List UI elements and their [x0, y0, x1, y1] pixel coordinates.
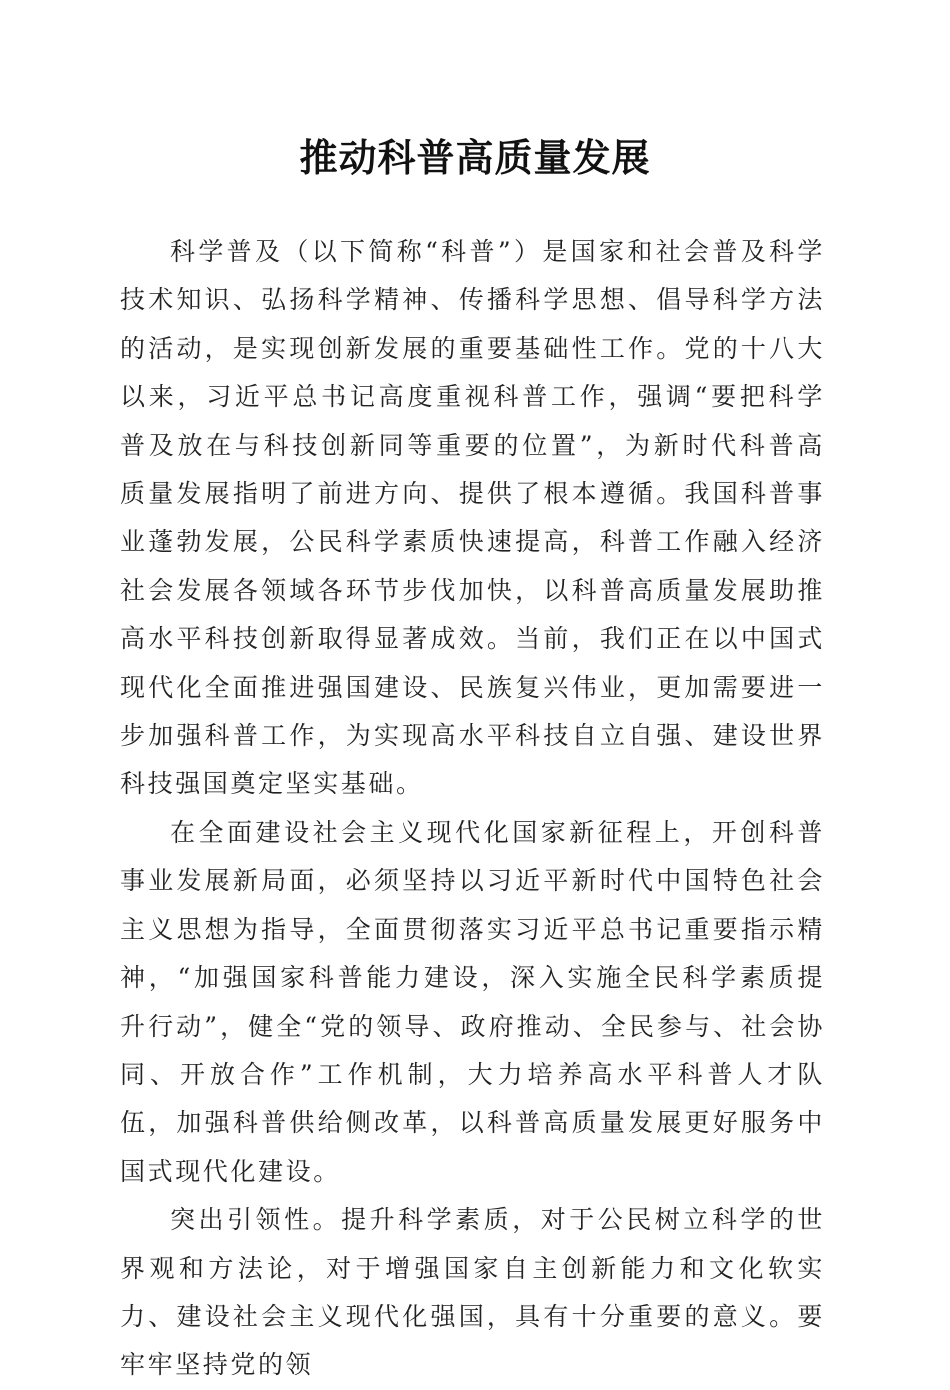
- paragraph: 在全面建设社会主义现代化国家新征程上，开创科普事业发展新局面，必须坚持以习近平新时代中国特色社会主义思想为指导，全面贯彻落实习近平总书记重要指示精神，“加强国家科普能力建设，深入实施全民科学素质提升行动”，健全“党的领导、政府推动、全民参与、社会协同、开放合作”工作机制，大力培养高水平科普人才队伍，加强科普供给侧改革，以科普高质量发展更好服务中国式现代化建设。: [120, 817, 825, 1186]
- document-body: [120, 228, 825, 1390]
- paragraph: 突出引领性。提升科学素质，对于公民树立科学的世界观和方法论，对于增强国家自主创新能力和文化软实力、建设社会主义现代化强国，具有十分重要的意义。要牢牢坚持党的领: [120, 1205, 825, 1380]
- paragraph: 科学普及（以下简称“科普”）是国家和社会普及科学技术知识、弘扬科学精神、传播科学思想、倡导科学方法的活动，是实现创新发展的重要基础性工作。党的十八大以来，习近平总书记高度重视科普工作，强调“要把科学普及放在与科技创新同等重要的位置”，为新时代科普高质量发展指明了前进方向、提供了根本遵循。我国科普事业蓬勃发展，公民科学素质快速提高，科普工作融入经济社会发展各领域各环节步伐加快，以科普高质量发展助推高水平科技创新取得显著成效。当前，我们正在以中国式现代化全面推进强国建设、民族复兴伟业，更加需要进一步加强科普工作，为实现高水平科技自立自强、建设世界科技强国奠定坚实基础。: [120, 237, 825, 799]
- document-title: 推动科普高质量发展: [299, 135, 651, 180]
